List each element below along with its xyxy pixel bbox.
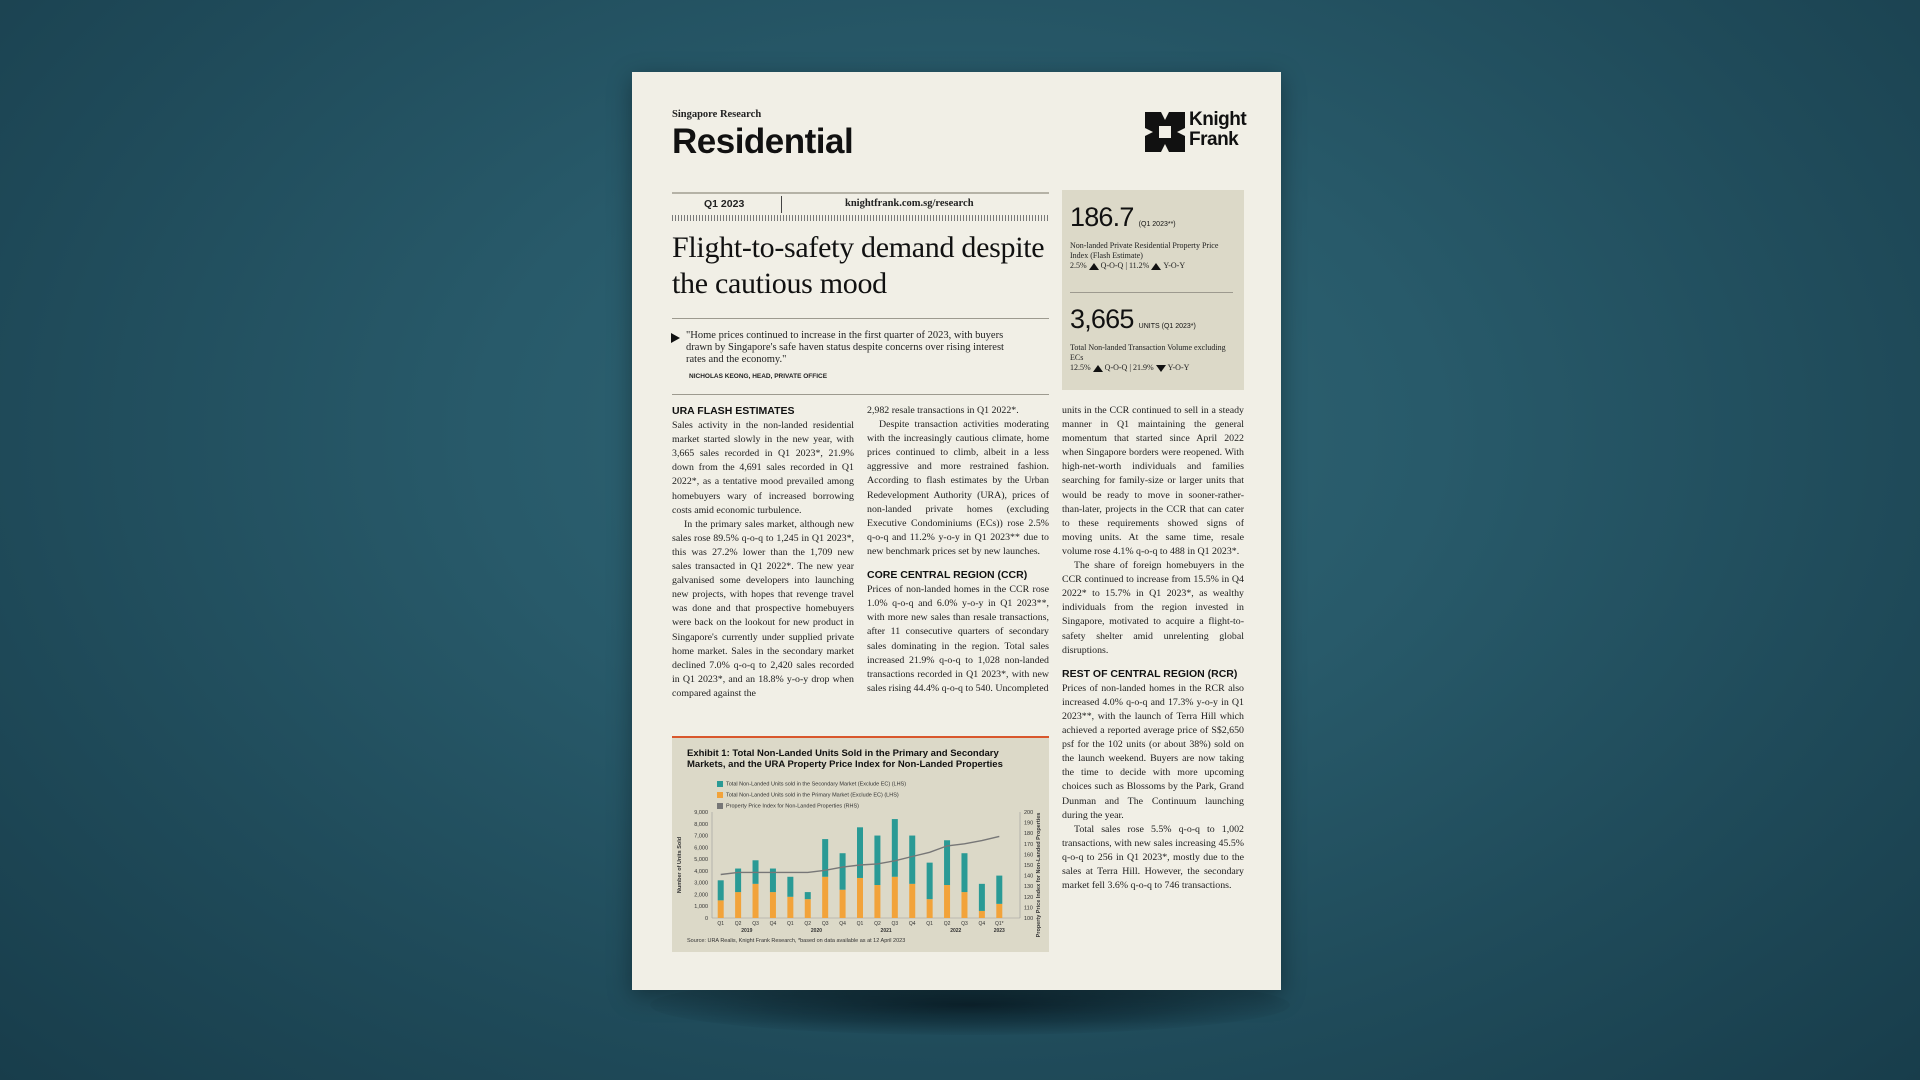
x-tick-label: Q4 — [839, 921, 846, 927]
headline: Flight-to-safety demand despite the cautious mood — [672, 231, 1045, 300]
bar-secondary — [979, 884, 985, 911]
bar-secondary — [840, 853, 846, 890]
bar-primary — [874, 885, 880, 918]
volume-yoy: 21.9% — [1132, 363, 1154, 372]
x-tick-label: Q4 — [769, 921, 777, 927]
bar-primary — [927, 899, 933, 918]
legend-label: Total Non-Landed Units sold in the Secondary Market (Exclude EC) (LHS) — [726, 781, 907, 788]
logo-brand-text: Knight Frank — [1189, 109, 1247, 150]
y-tick-label: 5,000 — [694, 857, 708, 864]
body-column-1 — [672, 404, 854, 730]
y2-tick-label: 110 — [1024, 905, 1033, 912]
volume-yoy-label: Y-O-Y — [1167, 363, 1190, 372]
paragraph: The share of foreign homebuyers in the CCR continued to increase from 15.5% in Q4 2022* to 15.7% in Q1 2023*, as wealthy individuals from the region invested in Singapore, motivated to acquire a flight-to-safety shelter amid unrelenting global disruptions. — [1062, 560, 1244, 656]
bar-primary — [787, 897, 793, 918]
y2-axis-title: Property Price Index for Non-Landed Properties — [1036, 812, 1042, 938]
legend-label: Property Price Index for Non-Landed Properties (RHS) — [726, 803, 859, 810]
x-tick-label: Q2 — [874, 921, 881, 927]
bar-primary — [857, 878, 863, 918]
bar-secondary — [857, 827, 863, 878]
heading-rcr: REST OF CENTRAL REGION (RCR) — [1062, 667, 1238, 680]
price-yoy: 11.2% — [1128, 261, 1150, 270]
bar-primary — [944, 885, 950, 918]
x-tick-label: Q2 — [804, 921, 812, 927]
y2-tick-label: 160 — [1024, 852, 1034, 859]
year-label: 2022 — [950, 928, 962, 934]
x-tick-label: Q1 — [856, 921, 864, 927]
year-label: 2023 — [993, 928, 1005, 934]
price-index-stat — [1070, 202, 1176, 233]
down-triangle-icon — [1156, 365, 1166, 372]
bar-secondary — [892, 819, 898, 877]
paragraph: Total sales rose 5.5% q-o-q to 1,002 transactions, with new sales increasing 45.5% q-o-q to 256 in Q1 2023*, mostly due to the sales at Terra Hill. However, the secondary market fell 3.6% q-o-q to 746 transactions. — [1062, 823, 1244, 892]
bar-primary — [718, 900, 724, 918]
meta-row — [672, 192, 1049, 212]
y-tick-label: 4,000 — [694, 868, 708, 875]
paragraph: Despite transaction activities moderating with the increasingly cautious climate, home prices continued to climb, albeit in a less aggressive and more restrained fashion. According to flash estimates by the Urban Redevelopment Authority (URA), prices of non-landed private homes (excluding Executive Condominiums (ECs)) rose 2.5% q-o-q and 11.2% y-o-y in Q1 2023** due to new benchmark prices set by new launches. — [867, 419, 1049, 557]
y2-tick-label: 130 — [1024, 884, 1034, 891]
paragraph: units in the CCR continued to sell in a steady manner in Q1 maintaining the general momentum that started since April 2022 when Singapore borders were reopened. With high-net-worth individuals and families searching for family-size or larger units that would be ready to move in sooner-rather-than-later, projects in the CCR that can cater to these requirements showed signs of moving units. At the same time, resale volume rose 4.1% q-o-q to 488 in Q1 2023*. — [1062, 405, 1244, 557]
x-tick-label: Q4 — [908, 921, 916, 927]
y2-tick-label: 100 — [1024, 916, 1034, 922]
chart-title: Exhibit 1: Total Non-Landed Units Sold in the Primary and Secondary Markets, and the URA Property Price Index for Non-Landed Properties — [687, 748, 1003, 770]
y-axis-title: Number of Units Sold — [677, 836, 683, 894]
up-triangle-icon — [1093, 365, 1103, 372]
bar-primary — [961, 892, 967, 918]
paragraph: In the primary sales market, although new sales rose 89.5% q-o-q to 1,245 in Q1 2023*, this was 27.2% lower than the 1,709 new sales transacted in Q1 2022*. The new year galvanised some developers into launching new projects, with hopes that revenge travel was done and that prospective homebuyers were back on the lookout for new product in Singapore's currently under supplied private home market. Sales in the secondary market declined 7.0% q-o-q to 2,420 sales recorded in Q1 2023*, and an 18.8% y-o-y drop when compared against the — [672, 518, 854, 699]
x-tick-label: Q4 — [978, 921, 986, 927]
y-tick-label: 3,000 — [694, 880, 708, 887]
hatch-rule — [672, 215, 1049, 221]
pull-quote: "Home prices continued to increase in the first quarter of 2023, with buyers drawn by Singapore's safe haven status despite concerns over rising interest rates and the economy." — [686, 330, 1004, 365]
paragraph: Prices of non-landed homes in the RCR also increased 4.0% q-o-q and 17.3% y-o-y in Q1 2023**, with the launch of Terra Hill which achieved a reported average price of S$2,650 psf for the 102 units (or about 38%) sold on the launch weekend. Buyers are now taking the time to decide with more upcoming choices such as Blossoms by the Park, Grand Dunman and The Continuum launching during the year. — [1062, 682, 1244, 821]
bar-secondary — [909, 836, 915, 884]
bar-primary — [753, 884, 759, 918]
y-tick-label: 1,000 — [694, 904, 708, 911]
report-quarter: Q1 2023 — [704, 198, 745, 210]
quote-rule — [672, 394, 1049, 395]
bar-secondary — [718, 880, 724, 900]
volume-unit: UNITS (Q1 2023*) — [1138, 323, 1196, 330]
chart-source: Source: URA Realis, Knight Frank Research, *based on data available as at 12 April 2023 — [687, 938, 906, 944]
report-url[interactable]: knightfrank.com.sg/research — [845, 198, 974, 209]
volume-value: 3,665 — [1070, 304, 1134, 334]
meta-divider — [781, 196, 782, 213]
y-tick-label: 7,000 — [694, 833, 708, 840]
volume-stat — [1070, 304, 1196, 335]
bar-secondary — [787, 877, 793, 897]
x-tick-label: Q1* — [994, 921, 1004, 927]
y2-tick-label: 140 — [1024, 873, 1034, 880]
year-label: 2021 — [880, 928, 892, 934]
report-page — [632, 72, 1281, 990]
y-tick-label: 8,000 — [694, 821, 708, 828]
quote-marker-icon — [671, 333, 680, 343]
volume-change-row — [1070, 363, 1189, 373]
price-change-row — [1070, 261, 1185, 271]
bar-primary — [996, 904, 1002, 918]
y-tick-label: 0 — [704, 916, 708, 922]
up-triangle-icon — [1151, 263, 1161, 270]
y-tick-label: 2,000 — [694, 892, 708, 899]
price-index-period: (Q1 2023**) — [1138, 221, 1176, 228]
y2-tick-label: 170 — [1024, 841, 1034, 848]
x-tick-label: Q2 — [734, 921, 742, 927]
y2-tick-label: 120 — [1024, 894, 1034, 901]
bar-primary — [805, 899, 811, 918]
volume-qoq: 12.5% — [1070, 363, 1091, 372]
x-tick-label: Q3 — [961, 921, 968, 927]
price-index-value: 186.7 — [1070, 202, 1134, 232]
bar-primary — [822, 877, 828, 918]
volume-desc: Total Non-landed Transaction Volume excluding ECs — [1070, 343, 1226, 362]
y-tick-label: 9,000 — [694, 810, 708, 816]
headline-rule — [672, 318, 1049, 319]
paragraph: Sales activity in the non-landed residential market started slowly in the new year, with 3,665 sales recorded in Q1 2023*, 21.9% down from the 4,691 sales recorded in Q1 2022*, as a tentative mood prevailed among homebuyers wary of increased borrowing costs amid economic turbulence. — [672, 420, 854, 516]
bar-secondary — [805, 892, 811, 899]
price-yoy-label: Y-O-Y — [1163, 261, 1186, 270]
paragraph: 2,982 resale transactions in Q1 2022*. — [867, 405, 1019, 416]
report-kicker: Singapore Research — [672, 109, 762, 120]
stats-rule — [1070, 292, 1233, 293]
x-tick-label: Q2 — [943, 921, 951, 927]
knight-frank-logo — [1145, 110, 1245, 154]
heading-ura-flash: URA FLASH ESTIMATES — [672, 405, 795, 417]
bar-secondary — [927, 863, 933, 900]
up-triangle-icon — [1089, 263, 1099, 270]
y-tick-label: 6,000 — [694, 845, 708, 852]
bar-primary — [735, 892, 741, 918]
year-label: 2020 — [810, 928, 823, 934]
price-index-desc: Non-landed Private Residential Property Price Index (Flash Estimate) — [1070, 241, 1219, 260]
stats-panel — [1062, 190, 1244, 390]
paragraph: Prices of non-landed homes in the CCR rose 1.0% q-o-q and 6.0% y-o-y in Q1 2023**, with more new sales than resale transactions, after 11 consecutive quarters of secondary sales dominating in the region. Total sales increased 21.9% q-o-q to 1,028 non-landed transactions recorded in Q1 2023*, with new sales rising 44.4% q-o-q to 540. Uncompleted — [867, 584, 1049, 694]
bar-primary — [770, 892, 776, 918]
year-label: 2019 — [741, 928, 753, 934]
x-tick-label: Q3 — [821, 921, 829, 927]
body-column-3 — [1062, 404, 1244, 984]
price-qoq: 2.5% — [1070, 261, 1087, 270]
heading-ccr: CORE CENTRAL REGION (CCR) — [867, 569, 1028, 582]
legend-label: Total Non-Landed Units sold in the Primary Market (Exclude EC) (LHS) — [726, 792, 899, 799]
report-title: Residential — [672, 122, 854, 161]
exhibit-chart — [672, 736, 1049, 952]
price-qoq-label: Q-O-Q — [1100, 261, 1124, 270]
y2-tick-label: 200 — [1024, 810, 1034, 816]
x-tick-label: Q1 — [926, 921, 933, 927]
volume-qoq-label: Q-O-Q — [1104, 363, 1128, 372]
y2-tick-label: 150 — [1024, 863, 1034, 869]
x-tick-label: Q1 — [717, 921, 725, 927]
bar-secondary — [996, 876, 1002, 904]
chart-plot — [672, 738, 1049, 952]
bar-primary — [979, 911, 985, 918]
bar-primary — [909, 884, 915, 918]
body-column-2 — [867, 404, 1049, 730]
bar-primary — [892, 877, 898, 918]
x-tick-label: Q1 — [787, 921, 794, 927]
bar-primary — [840, 890, 846, 918]
x-tick-label: Q3 — [752, 921, 759, 927]
y2-tick-label: 180 — [1024, 831, 1034, 838]
bar-secondary — [961, 853, 967, 892]
y2-tick-label: 190 — [1024, 820, 1034, 827]
x-tick-label: Q3 — [891, 921, 899, 927]
bar-secondary — [874, 836, 880, 885]
stat-divider: | — [1125, 261, 1127, 270]
quote-author: NICHOLAS KEONG, HEAD, PRIVATE OFFICE — [689, 373, 828, 380]
stat-divider: | — [1129, 363, 1131, 372]
logo-mark-icon — [1145, 112, 1185, 152]
